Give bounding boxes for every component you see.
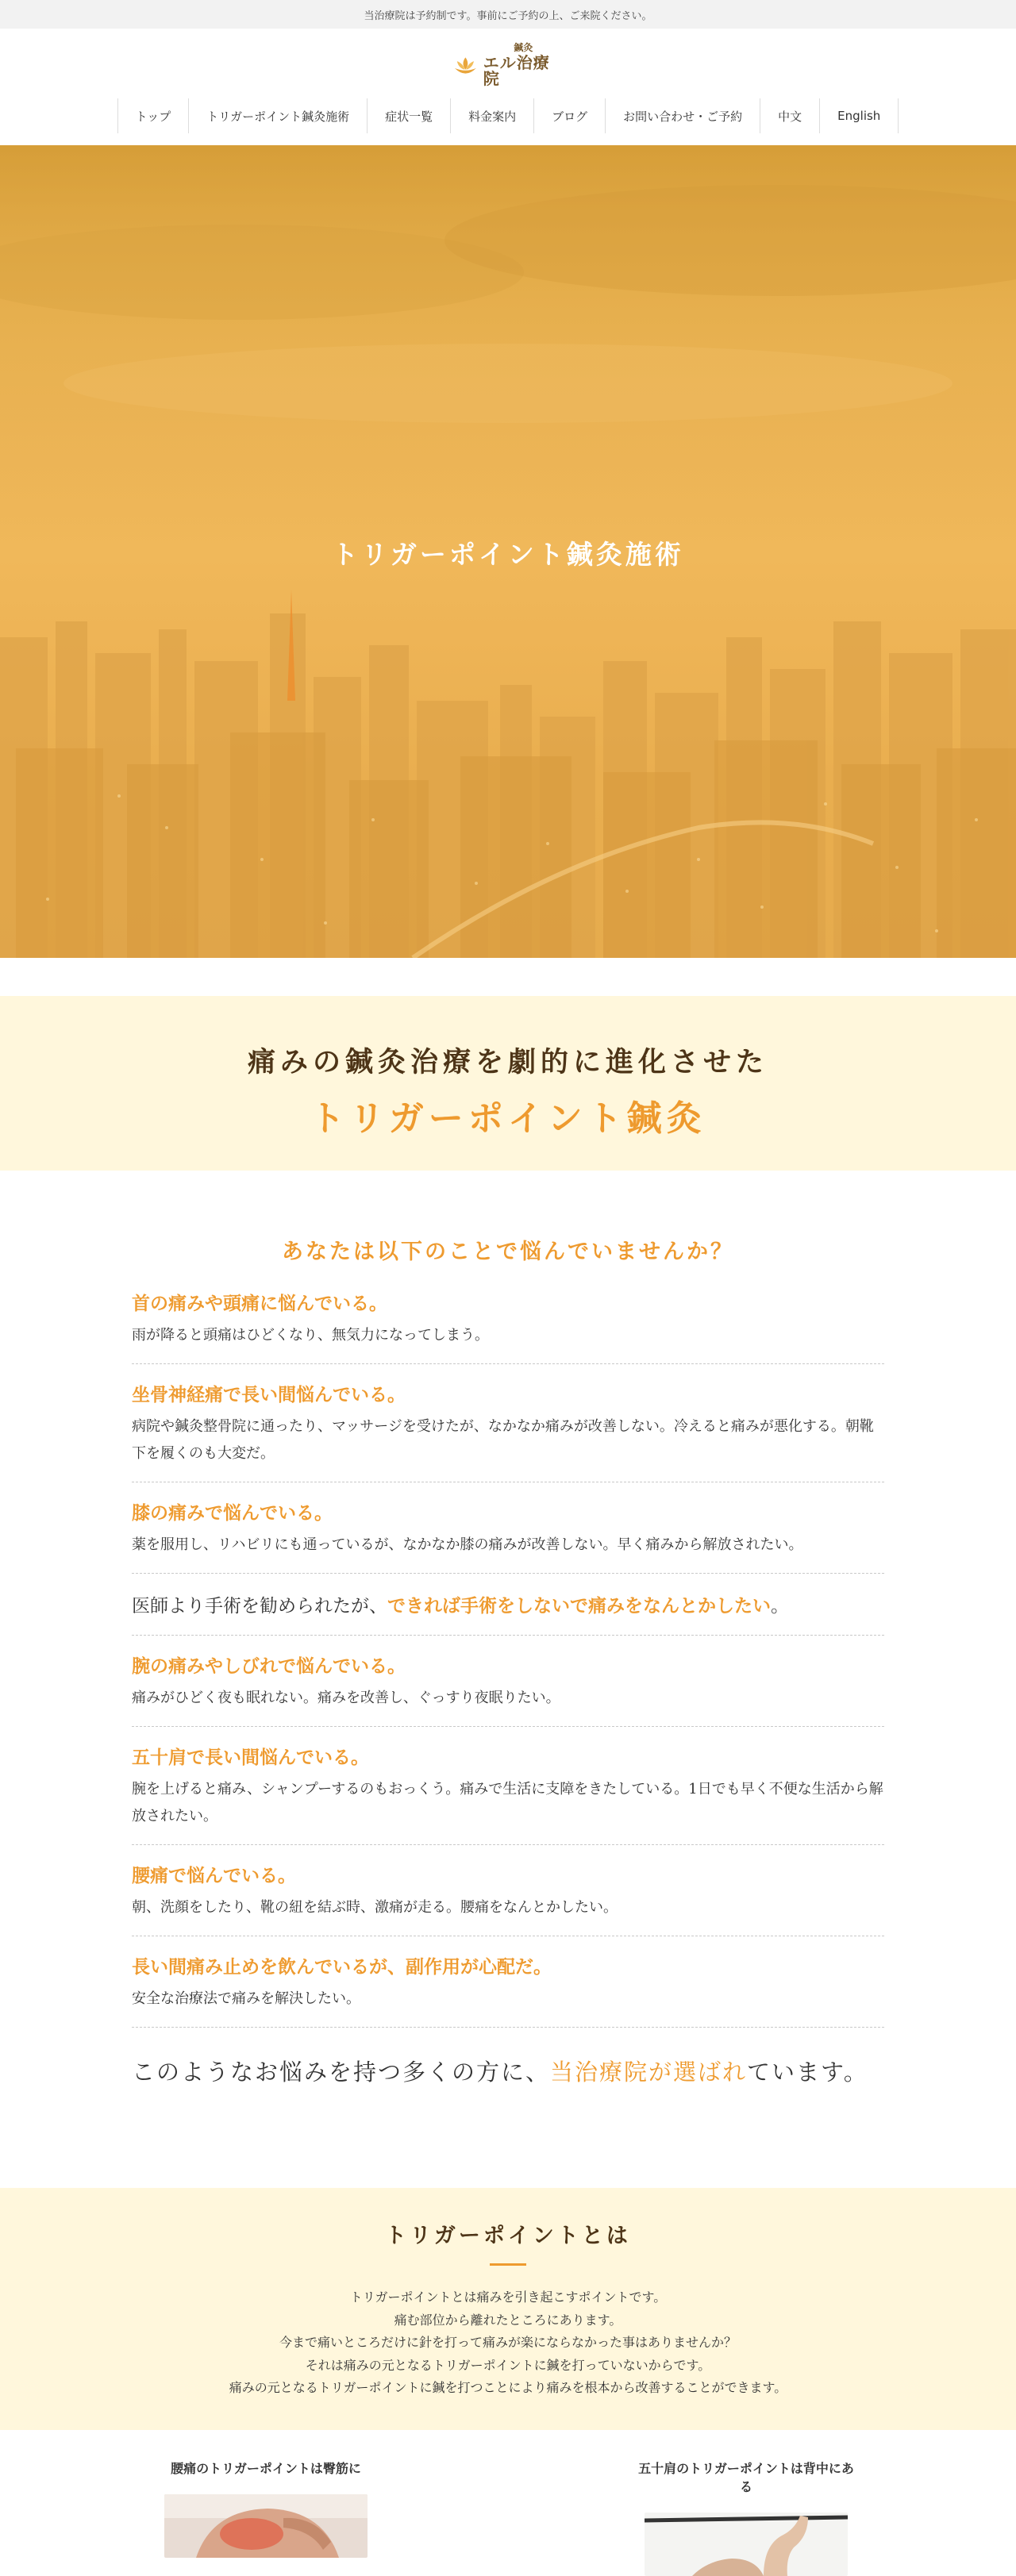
nav-item-trigger-point[interactable]: トリガーポイント鍼灸施術 [188, 98, 367, 133]
worry-description: 薬を服用し、リハビリにも通っているが、なかなか膝の痛みが改善しない。早く痛みから解放されたい。 [132, 1536, 803, 1554]
trigger-point-text: それは痛みの元となるトリガーポイントに鍼を打っていないからです。 [305, 2357, 711, 2373]
worries-heading: あなたは以下のことで悩んでいませんか？ [282, 1240, 734, 1264]
closing-suffix: ています。 [747, 2059, 868, 2086]
trigger-point-text: 痛む部位から離れたところにあります。 [394, 2312, 622, 2328]
nav-item-english[interactable]: English [819, 98, 899, 133]
hero-title: トリガーポイント鍼灸施術 [332, 539, 684, 570]
surgery-suffix: 。 [771, 1596, 789, 1617]
worry-title: 腰痛で悩んでいる [132, 1865, 278, 1887]
intro-lead: 痛みの鍼灸治療を劇的に進化させた [247, 1046, 768, 1078]
logo-name: エル治療院 [483, 52, 550, 88]
list-item [132, 1864, 884, 1936]
logo[interactable] [452, 41, 564, 88]
heading-underline [490, 2263, 526, 2266]
case-title: 腰痛のトリガーポイントは臀筋に [171, 2461, 361, 2476]
list-item [132, 1292, 884, 1364]
worry-period: 。 [387, 1655, 406, 1677]
worries-closing [132, 2055, 884, 2087]
list-item [132, 1383, 884, 1482]
intro-highlight: トリガーポイント鍼灸 [310, 1098, 706, 1139]
worry-description: 腕を上げると痛み、シャンプーするのもおっくう。痛みで生活に支障をきたしている。1日でも早く不便な生活から解放されたい。 [132, 1780, 883, 1825]
hero-banner [0, 145, 1016, 958]
reservation-notice-bar [0, 0, 1016, 29]
case-frozen-shoulder [635, 2459, 857, 2576]
shoulder-pain-image [645, 2513, 848, 2576]
nav-item-blog[interactable]: ブログ [533, 98, 605, 133]
nav-item-top[interactable]: トップ [117, 98, 189, 133]
worry-title: 腕の痛みやしびれで悩んでいる [132, 1655, 387, 1677]
main-nav [0, 98, 1016, 133]
site-header [0, 29, 1016, 98]
lotus-logo-icon [452, 52, 479, 76]
closing-prefix: このようなお悩みを持つ多くの方に、 [132, 2059, 551, 2086]
shoulder-photo [645, 2513, 848, 2576]
list-item [132, 1746, 884, 1845]
list-item-surgery [132, 1593, 884, 1636]
trigger-point-text: 今まで痛いところだけに針を打って痛みが楽にならなかった事はありませんか？ [279, 2335, 737, 2350]
worry-period: 。 [369, 1293, 387, 1314]
trigger-point-text: 痛みの元となるトリガーポイントに鍼を打つことにより痛みを根本から改善することができます。 [229, 2380, 787, 2395]
worry-period: 。 [351, 1747, 369, 1768]
nav-item-contact[interactable]: お問い合わせ・ご予約 [605, 98, 760, 133]
nav-item-chinese[interactable]: 中文 [760, 98, 819, 133]
worry-description: 雨が降ると頭痛はひどくなり、無気力になってしまう。 [132, 1326, 489, 1344]
list-item [132, 1501, 884, 1574]
worry-description: 安全な治療法で痛みを解決したい。 [132, 1990, 360, 2008]
worry-description: 朝、洗顔をしたり、靴の紐を結ぶ時、激痛が走る。腰痛をなんとかしたい。 [132, 1899, 618, 1917]
intro-banner [0, 996, 1016, 1171]
trigger-point-examples [0, 2430, 1016, 2539]
case-title: 五十肩のトリガーポイントは背中にある [638, 2461, 854, 2494]
worry-period: 。 [387, 1384, 406, 1406]
worry-title: 五十肩で長い間悩んでいる [132, 1747, 351, 1768]
worry-period: 。 [278, 1865, 296, 1887]
trigger-point-heading: トリガーポイントとは [385, 2224, 631, 2248]
worry-title: 膝の痛みで悩んでいる [132, 1502, 314, 1524]
reservation-notice: 当治療院は予約制です。事前にご予約の上、ご来院ください。 [364, 10, 652, 22]
worry-title: 長い間痛み止めを飲んでいるが、副作用が心配だ [132, 1956, 533, 1978]
list-item [132, 1955, 884, 2028]
worry-description: 痛みがひどく夜も眠れない。痛みを改善し、ぐっすり夜眠りたい。 [132, 1689, 560, 1706]
back-pain-image [164, 2494, 368, 2558]
case-low-back [155, 2459, 377, 2558]
worries-list [132, 1292, 884, 2028]
worry-description: 病院や鍼灸整骨院に通ったり、マッサージを受けたが、なかなか痛みが改善しない。冷えると痛みが悪化する。朝靴下を履くのも大変だ。 [132, 1417, 874, 1463]
trigger-point-text: トリガーポイントとは痛みを引き起こすポイントです。 [349, 2290, 667, 2305]
worry-title: 首の痛みや頭痛に悩んでいる [132, 1293, 369, 1314]
worry-period: 。 [314, 1502, 333, 1524]
logo-subtitle: 鍼灸 [514, 41, 533, 53]
surgery-prefix: 医師より手術を勧められたが、 [132, 1596, 387, 1617]
trigger-point-body [0, 2286, 1016, 2400]
worries-section [0, 1234, 1016, 2087]
nav-item-pricing[interactable]: 料金案内 [450, 98, 533, 133]
trigger-point-section [0, 2188, 1016, 2430]
worry-title: 坐骨神経痛で長い間悩んでいる [132, 1384, 387, 1406]
list-item [132, 1655, 884, 1727]
low-back-photo [164, 2494, 368, 2558]
nav-item-symptoms[interactable]: 症状一覧 [367, 98, 450, 133]
surgery-highlight: できれば手術をしないで痛みをなんとかしたい [387, 1595, 771, 1617]
closing-highlight: 当治療院が選ばれ [550, 2059, 748, 2086]
worry-period: 。 [533, 1956, 552, 1978]
